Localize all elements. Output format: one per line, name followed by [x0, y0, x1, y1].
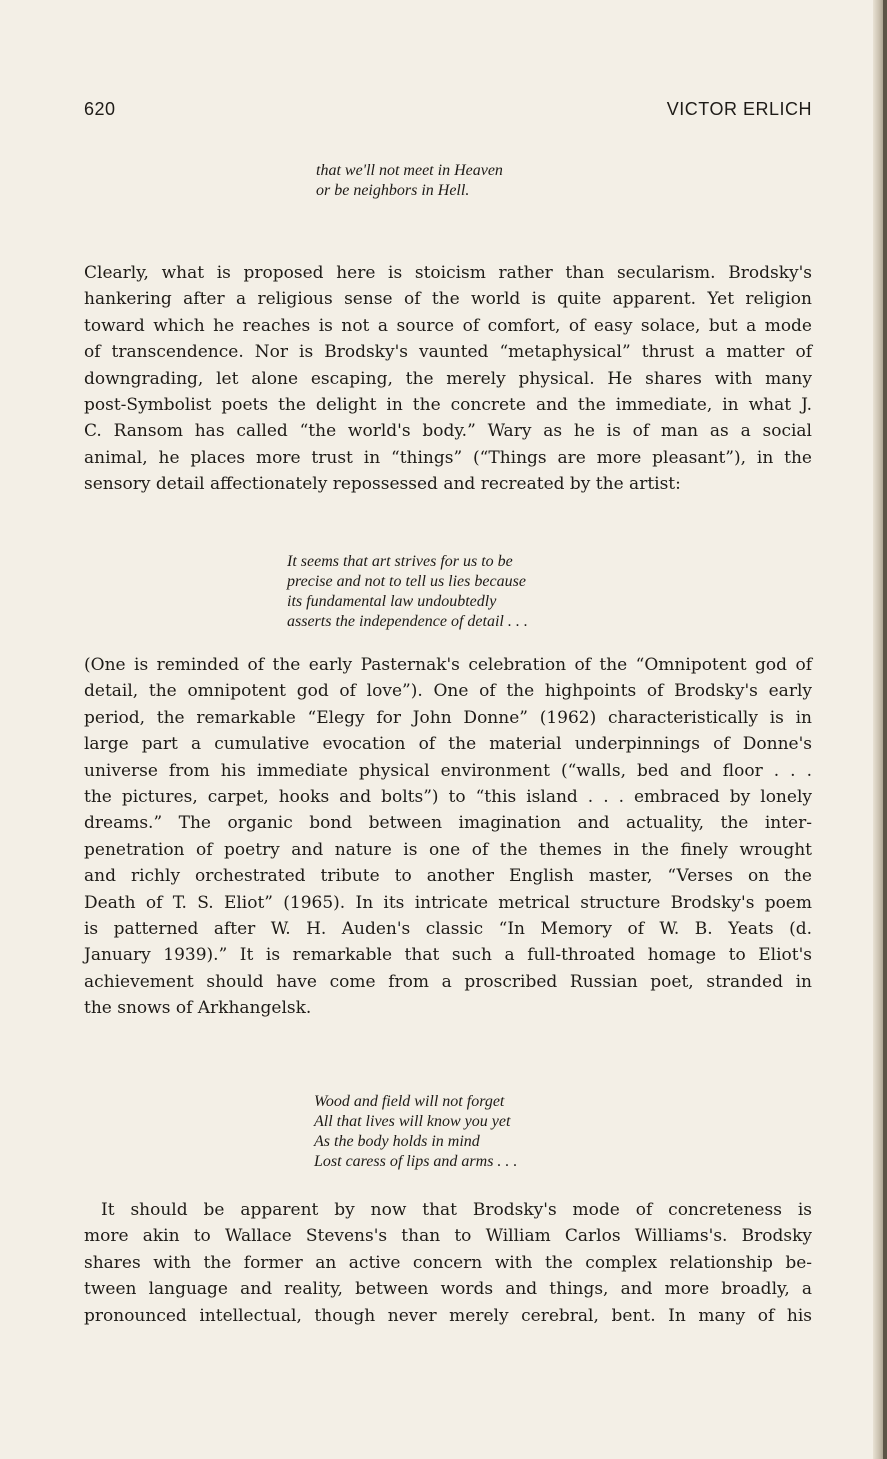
verse-quote-wood-field: [314, 1092, 517, 1172]
text-line: is patterned after W. H. Auden's classic “In Memory of W. B. Yeats (d.: [84, 919, 812, 940]
paragraph-stoicism: [84, 260, 812, 498]
text-line: achievement should have come from a proscribed Russian poet, stranded in: [84, 971, 812, 992]
text-line: universe from his immediate physical environment (“walls, bed and floor . . .: [84, 760, 812, 781]
text-line: Death of T. S. Eliot” (1965). In its intricate metrical structure Brodsky's poem: [84, 892, 812, 913]
text-line: the snows of Arkhangelsk.: [84, 998, 312, 1019]
verse-quote-art-detail: [287, 552, 528, 632]
verse-line: Lost caress of lips and arms . . .: [314, 1153, 518, 1170]
text-line: the pictures, carpet, hooks and bolts”) to “this island . . . embraced by lonely: [84, 787, 812, 808]
verse-line: precise and not to tell us lies because: [287, 573, 526, 590]
text-line: penetration of poetry and nature is one of the themes in the finely wrought: [84, 839, 812, 860]
text-line: sensory detail affectionately repossessed and recreated by the artist:: [84, 474, 681, 495]
text-line: period, the remarkable “Elegy for John Donne” (1962) characteristically is in: [84, 707, 812, 728]
text-line: Clearly, what is proposed here is stoicism rather than secularism. Brodsky's: [84, 263, 812, 283]
verse-line: asserts the independence of detail . . .: [287, 613, 528, 630]
text-line: toward which he reaches is not a source of comfort, of easy solace, but a mode: [84, 315, 812, 336]
text-line: animal, he places more trust in “things” (“Things are more pleasant”), in the: [84, 447, 812, 468]
text-line: shares with the former an active concern with the complex relationship be-: [84, 1252, 812, 1273]
verse-line: As the body holds in mind: [314, 1133, 480, 1150]
text-line: tween language and reality, between words and things, and more broadly, a: [84, 1279, 812, 1300]
text-line: downgrading, let alone escaping, the merely physical. He shares with many: [84, 368, 812, 389]
text-line: It should be apparent by now that Brodsky's mode of concreteness is: [84, 1200, 812, 1220]
page-number: 620: [84, 99, 116, 119]
text-line: January 1939).” It is remarkable that such a full-throated homage to Eliot's: [84, 945, 812, 966]
verse-quote-heaven: [316, 161, 503, 201]
verse-line: All that lives will know you yet: [314, 1113, 511, 1130]
paragraph-pasternak: [84, 652, 812, 1022]
page-header: [84, 99, 812, 129]
text-line: post-Symbolist poets the delight in the concrete and the immediate, in what J.: [84, 395, 812, 416]
verse-line: its fundamental law undoubtedly: [287, 593, 497, 610]
text-line: more akin to Wallace Stevens's than to William Carlos Williams's. Brodsky: [84, 1226, 812, 1247]
text-line: large part a cumulative evocation of the material underpinnings of Donne's: [84, 734, 812, 755]
running-head-author: VICTOR ERLICH: [666, 99, 812, 119]
text-line: C. Ransom has called “the world's body.” Wary as he is of man as a social: [84, 421, 812, 442]
verse-line: or be neighbors in Hell.: [316, 182, 470, 199]
text-line: detail, the omnipotent god of love”). One of the highpoints of Brodsky's early: [84, 681, 812, 702]
verse-line: It seems that art strives for us to be: [287, 553, 513, 570]
text-line: pronounced intellectual, though never merely cerebral, bent. In many of his: [84, 1305, 812, 1326]
text-line: hankering after a religious sense of the world is quite apparent. Yet religion: [84, 289, 812, 310]
verse-line: that we'll not meet in Heaven: [316, 162, 503, 179]
text-line: and richly orchestrated tribute to another English master, “Verses on the: [84, 866, 812, 887]
page-edge-shadow: [873, 0, 887, 1459]
text-line: of transcendence. Nor is Brodsky's vaunted “metaphysical” thrust a matter of: [84, 342, 812, 363]
verse-line: Wood and field will not forget: [314, 1093, 505, 1110]
paragraph-stevens: [84, 1197, 812, 1329]
text-line: (One is reminded of the early Pasternak's celebration of the “Omnipotent god of: [84, 655, 812, 675]
text-line: dreams.” The organic bond between imagination and actuality, the inter-: [84, 813, 812, 834]
